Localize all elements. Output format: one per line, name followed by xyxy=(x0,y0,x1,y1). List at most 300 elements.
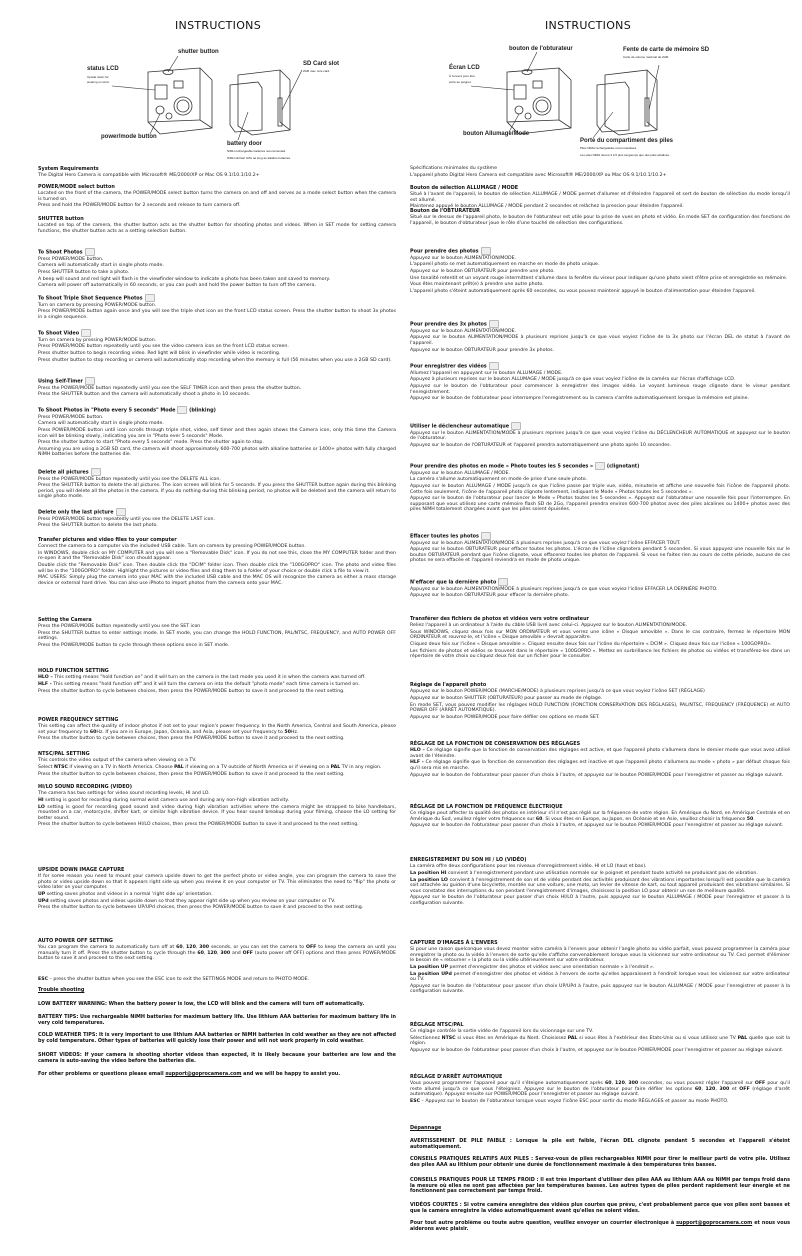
troubleshooting-item xyxy=(38,1053,396,1066)
text-run: Appuyez sur le bouton ALIMENTATION/MODE. xyxy=(410,328,517,334)
text-run: Press shutter button to begin recording video. Red light will blink in viewfinder while video is recording. xyxy=(38,351,281,357)
text-run: Double click the "Removable Disk" icon. Then double click the "DCIM" folder icon. Then double click the "100GOPRO" icon. The photo and video files will be in the "100GOPRO" folder. Highlight the pictures or video files and drag them to a folder of your choice or double click a file to view it. xyxy=(38,563,396,574)
label-status-lcd-sub-2: porté au poignet. xyxy=(449,80,472,84)
text-run: , xyxy=(182,945,187,951)
bold-term: La position UP xyxy=(410,964,449,970)
section-heading xyxy=(38,217,396,223)
text-run: Press the shutter button to cycle between HI/LO choices, then press the POWER/MODE button to save it and proceed to the next setting. xyxy=(38,822,359,828)
text-run: MAC USERS: Simply plug the camera into your MAC with the included USB cable and the MAC OS will recognize the camera as either a mass storage device or external hard drive. You can also use iPhoto to import photos from the camera onto your MAC. xyxy=(38,575,396,586)
text-run: to keep the camera on until you manually turn it off. Press the shutter button to cycle through the xyxy=(38,945,396,956)
section-heading xyxy=(410,742,790,748)
text-run: Appuyez sur le bouton de l'obturateur pour passer d'un choix à l'autre, et appuyez sur le bouton POWER/MODE pour l'enregistrer et passer au réglage suivant. xyxy=(410,823,784,829)
paragraph xyxy=(410,773,790,779)
bold-term: HLO – xyxy=(38,675,53,681)
bold-term: 120 xyxy=(615,1081,625,1087)
paragraph xyxy=(38,631,396,642)
camera-icon xyxy=(595,462,605,470)
text-run: Turn on camera by pressing POWER/MODE button. xyxy=(38,337,157,343)
instruction-section xyxy=(38,406,396,459)
text-run: if viewing on a TV in North America. Choose xyxy=(67,764,175,770)
label-status-lcd-sub-2: wearing on wrist. xyxy=(87,80,110,84)
self-timer-icon xyxy=(511,422,521,430)
paragraph xyxy=(38,191,396,202)
paragraph xyxy=(38,257,396,263)
paragraph xyxy=(38,338,396,344)
paragraph xyxy=(410,1081,790,1098)
paragraph xyxy=(410,871,790,877)
text-run: Press the POWER/MODE button repeatedly until you see the SET icon xyxy=(38,624,201,630)
paragraph xyxy=(38,772,396,778)
bold-term: 120 xyxy=(705,1086,716,1092)
instruction-section xyxy=(410,617,790,661)
text-run: Turn on camera by pressing POWER/MODE button. xyxy=(38,302,157,308)
text-run: setting is good for recording good sound and video during high vibration activities where the camera might be strapped to bike handlebars, mounted on a car, motorcycle, shifter kart, or similar high vibration device. If you hear sound breakup during your filming, choose the LO setting for better sound. xyxy=(38,804,396,821)
bold-term: NTSC xyxy=(53,764,68,770)
text-run: Press SHUTTER button to take a photo. xyxy=(38,270,130,276)
section-heading xyxy=(410,362,790,370)
text-run: Appuyez sur le bouton POWER/MODE (MARCHE/MODE) à plusieurs reprises jusqu'à ce que vous voyiez l'icône SET (RÉGLAGE) xyxy=(410,689,705,695)
instruction-section xyxy=(38,939,396,963)
section-heading-text: Transférer des fichiers de photos et vidéos vers votre ordinateur xyxy=(410,616,589,622)
paragraph xyxy=(410,703,790,714)
section-heading-text: N'effacer que la dernière photo xyxy=(410,579,497,586)
text-run: Press the SHUTTER button to delete the all pictures. The icon screen will blink for 5 seconds. If you press the SHUTTER button again during this blinking period, you will delete all the photos in the camera. If you do nothing during this blinking period, no photos will be deleted and the camera will return to single photo mode. xyxy=(38,483,396,500)
text-run: – Appuyez sur le bouton de l'obturateur lorsque vous voyez l'icône ESC pour sortir du mode RÉGLAGES et passer au mode PHOTO. xyxy=(420,1098,729,1104)
english-instructions-column xyxy=(38,0,396,1256)
section-heading xyxy=(38,939,396,945)
section-heading xyxy=(410,532,790,540)
text-run: Appuyez sur le bouton ALIMENTATION/MODE à plusieurs reprises jusqu'à ce que vous voyiez l'icône du DÉCLENCHEUR AUTOMATIQUE et appuyez sur le bouton de l'obturateur. xyxy=(410,430,790,442)
section-heading xyxy=(410,858,790,864)
bold-term: 50 xyxy=(284,729,291,735)
paragraph xyxy=(38,905,396,911)
instruction-section xyxy=(38,868,396,912)
instruction-section xyxy=(38,377,396,399)
camera-icon xyxy=(481,247,491,255)
text-run: Press POWER/MODE button repeatedly until you see the video camera icon on the front LCD status screen. xyxy=(38,344,289,350)
paragraph xyxy=(38,483,396,500)
bold-term: HLF - xyxy=(38,681,52,687)
text-run: setting saves photos and videos in a normal 'right side up' orientation. xyxy=(45,891,213,897)
delete-all-icon xyxy=(91,468,101,476)
instruction-section xyxy=(38,508,396,530)
text-run: Located on top of the camera, the shutter button acts as the shutter button for shooting photos and videos. When in SET mode for setting camera functions, the shutter button acts as a setting selection button. xyxy=(38,223,396,234)
text-run: Appuyez sur le bouton ALLUMAGE / MODE. xyxy=(410,470,510,476)
bold-term: PAL xyxy=(174,764,184,770)
paragraph xyxy=(410,748,790,759)
paragraph xyxy=(410,541,790,547)
section-heading-suffix: (blinking) xyxy=(187,407,216,414)
section-heading xyxy=(38,406,396,414)
section-heading-text: To Shoot Photos in "Photo every 5 seconds" Mode xyxy=(38,407,176,414)
text-run: Cliquez deux fois sur l'icône « Disque amovible ». Cliquez ensuite deux fois sur l'icône du répertoire « DCIM ». Cliquez deux fois sur l'icône « 100GOPRO». xyxy=(410,642,772,648)
bold-term: 50 xyxy=(746,816,754,822)
page-title-french: INSTRUCTIONS xyxy=(545,19,631,32)
paragraph xyxy=(38,358,396,364)
text-run: Appuyez sur le bouton de l'OBTURATEUR et l'appareil prendra automatiquement une photo après 10 secondes. xyxy=(410,442,672,448)
text-run: The Digital Hero Camera is compatible with Microsoft® ME/2000/XP or Mac OS 9.1/10.1/10.2+ xyxy=(38,173,260,179)
instruction-section xyxy=(410,166,790,179)
paragraph xyxy=(410,335,790,346)
paragraph xyxy=(38,765,396,771)
bold-term: OFF xyxy=(754,1081,766,1087)
text-run: Appuyez sur le bouton de l'obturateur pour passer d'un choix HI/LO à l'autre, puis appuyez sur le bouton ALLUMAGE / MODE pour l'enregistrer et passer à la configuration suivante. xyxy=(410,895,790,906)
paragraph xyxy=(38,344,396,350)
text-run: si vous êtes à l'extérieur des Etats-Unis ou si vous utilisez une TV xyxy=(577,1035,738,1041)
paragraph xyxy=(38,689,396,695)
paragraph xyxy=(38,173,396,179)
paragraph xyxy=(38,874,396,891)
paragraph xyxy=(410,593,790,599)
bold-term: PAL xyxy=(737,1035,748,1041)
paragraph xyxy=(38,798,396,804)
bold-term: 60 xyxy=(176,945,183,951)
text-run: setting saves photos and videos upside down so that they appear right side up when you review on your computer or TV. xyxy=(48,898,336,904)
text-run: Press shutter button to stop recording or camera will automatically stop recording when the memory is full (56 minutes when you use a 2GB SD card). xyxy=(38,357,392,363)
label-status-lcd-sub-1: À l'envers pour être xyxy=(449,74,475,78)
paragraph xyxy=(410,1036,790,1047)
text-run: This setting can affect the quality of indoor photos if not set to your region's power frequency. In the North America, Central and South America, please set your frequency to xyxy=(38,724,396,735)
instruction-section xyxy=(38,752,396,778)
section-heading-text: NTSC/PAL SETTING xyxy=(38,751,90,757)
troubleshooting-item xyxy=(410,1221,790,1234)
label-sd-card-slot-sub: Carte de volume maximal de 2GB. xyxy=(623,55,669,59)
text-run: Appuyez sur le bouton ALIMENTATION/MODE à plusieurs reprises jusqu'à ce que vous voyiez l'icône EFFACER TOUT. xyxy=(410,540,681,546)
text-run: Press the shutter button to cycle between choices, then press the POWER/MODE button to save it and proceed to the next setting. xyxy=(38,688,345,694)
instruction-section xyxy=(410,683,790,721)
text-run: seconds, or you can set the camera to xyxy=(209,945,306,951)
label-sd-card-slot: SD Card slot xyxy=(303,61,340,67)
troubleshooting-item xyxy=(38,1015,396,1028)
text-run: Appuyez sur le bouton ALIMENTATION/MODE à plusieurs reprises jusqu'à ce que vous voyiez l'icône de la 3x photo sur l'écran DEL de statut à l'avant de l'appareil. xyxy=(410,335,790,346)
paragraph xyxy=(38,203,396,209)
text-run: La caméra offre deux configurations pour les niveaux d'enregistrement vidéo. HI et LO (haut et bas). xyxy=(410,864,647,870)
paragraph xyxy=(410,396,790,402)
bold-term: OFF xyxy=(306,945,317,951)
section-heading xyxy=(410,578,790,586)
troubleshooting-item xyxy=(38,1072,396,1079)
text-run: Ce réglage signifie que la fonction de conservation des réglages est active, et que l'appareil photo s'allumera dans le dernier mode que vous avez utilisé avant de l'éteindre. xyxy=(410,748,790,759)
bold-term: 60 xyxy=(535,816,543,822)
bold-term: UP xyxy=(38,891,46,897)
paragraph xyxy=(410,760,790,771)
delete-all-icon xyxy=(481,532,491,540)
instruction-section xyxy=(410,462,790,514)
paragraph xyxy=(410,471,790,477)
video-camera-icon xyxy=(81,329,91,337)
troubleshooting-section xyxy=(38,988,396,994)
label-battery-door-sub-1: Piles NiMH rechargeables recommandées. xyxy=(580,146,638,150)
text-run: Ce réglage peut affecter la qualité des photos en intérieur s'il n'est pas réglé sur la fréquence de votre région. En Amérique du Nord, en Amérique Centrale et en Amérique du Sud, veuillez régler votre fréquence sur xyxy=(410,811,790,822)
paragraph xyxy=(38,351,396,357)
text-run: A beep will sound and red light will flash in the viewfinder window to indicate a photo has been taken and saved to memory. xyxy=(38,276,331,282)
section-heading-text: ENREGISTREMENT DU SON HI / LO (VIDÉO) xyxy=(410,857,527,863)
paragraph xyxy=(410,823,790,829)
text-run: (auto power off OFF) options and then press POWER/MODE button to save it and proceed to the next setting. xyxy=(38,950,396,962)
text-run: For other problems or questions please email xyxy=(38,1071,166,1077)
paragraph xyxy=(38,724,396,735)
support-email-link[interactable]: support@goprocamera.com xyxy=(676,1220,753,1226)
paragraph xyxy=(38,736,396,742)
text-run: Appuyez sur le bouton ALLUMAGE / MODE jusqu'à ce que l'icône passe par triple vue, vidéo, minuterie et affiche une nouvelle fois l'icône de l'appareil photo. Cette fois seulement, l'icône de l'appareil photo clignote lentement, indiquant le Mode « Photos toutes les 5 secondes ». xyxy=(410,484,790,495)
paragraph xyxy=(410,215,790,226)
instruction-section xyxy=(38,294,396,322)
section-heading-text: Pour prendre des photos en mode « Photo toutes les 5 secondes » xyxy=(410,463,594,470)
text-run: BATTERY TIPS: Use rechargeable NiMH batteries for maximum battery life. Use lithium AAA batteries for maximum battery life in very cold temperatures. xyxy=(38,1014,396,1026)
section-heading-text: POWER/MODE select button xyxy=(38,184,115,190)
section-heading-text: RÉGLAGE NTSC/PAL xyxy=(410,1022,464,1028)
troubleshooting-text xyxy=(410,1178,790,1195)
text-run: et nous vous aiderons avec plaisir. xyxy=(410,1220,790,1232)
text-run: La caméra s'allume automatiquement en mode de prise d'une seule photo. xyxy=(410,477,587,483)
text-run: Une tonalité retentit et un voyant rouge intermittent s'allume dans la fenêtre du viseur pour indiquer qu'une photo vient d'être prise et enregistrée en mémoire. xyxy=(410,275,788,281)
text-run: Press the SHUTTER button and the camera will automatically shoot a photo in 10 seconds. xyxy=(38,392,251,398)
paragraph xyxy=(38,805,396,822)
section-heading xyxy=(38,618,396,624)
instruction-section xyxy=(410,247,790,296)
text-run: , xyxy=(611,1081,616,1087)
instruction-section xyxy=(410,532,790,565)
text-run: Press POWER/MODE button until icon scrolls through triple shot, video, self timer and then again shows the Camera icon, only this time the Camera icon will be blinking slowly, indicating you are in "Photo ever 5 seconds" Mode. xyxy=(38,428,396,439)
paragraph xyxy=(410,496,790,513)
label-status-lcd: status LCD xyxy=(87,66,119,72)
bold-term: 120 xyxy=(207,950,217,956)
text-run: LOW BATTERY WARNING: When the battery power is low, the LCD will blink and the camera will turn off automatically. xyxy=(38,1001,365,1007)
label-sd-card-slot-sub: 2GB max. size card. xyxy=(303,69,331,73)
paragraph xyxy=(410,689,790,695)
paragraph xyxy=(38,643,396,649)
bold-term: LO xyxy=(38,804,45,810)
paragraph xyxy=(410,256,790,262)
paragraph xyxy=(38,447,396,458)
troubleshooting-heading: Trouble shooting xyxy=(38,987,85,993)
text-run: Pour tout autre problème ou toute autre question, veuillez envoyer un courrier électronique à xyxy=(410,1220,677,1226)
section-heading xyxy=(410,1023,790,1029)
instruction-section xyxy=(38,248,396,290)
paragraph xyxy=(38,309,396,320)
paragraph xyxy=(410,649,790,660)
section-heading xyxy=(38,785,396,791)
text-run: CONSEILS PRATIQUES RELATIFS AUX PILES : Servez-vous de piles rechargeables NiMH pour tirer le meilleur parti de votre pile. Utilisez des piles AAA au lithium pour obtenir une durée de fonctionnement maximale à des températures très basses. xyxy=(410,1156,790,1168)
label-power-mode-button: power/mode button xyxy=(101,134,157,140)
paragraph xyxy=(410,715,790,721)
paragraph xyxy=(410,329,790,335)
text-run: AVERTISSEMENT DE PILE FAIBLE : Lorsque la pile est faible, l'écran DEL clignote pendant 5 secondes et l'appareil s'éteint automatiquement. xyxy=(410,1138,790,1150)
paragraph xyxy=(410,276,790,282)
bold-term: 120 xyxy=(186,945,196,951)
text-run: Press the shutter button to start "Photo every 5 seconds" mode. Press the shutter again to stop. xyxy=(38,440,264,446)
bold-term: OFF xyxy=(242,950,253,956)
text-run: , xyxy=(701,1086,706,1092)
troubleshooting-item xyxy=(410,1203,790,1216)
label-status-lcd: Écran LCD xyxy=(449,65,480,71)
section-heading-text: CAPTURE D'IMAGES À L'ENVERS xyxy=(410,940,498,946)
text-run: This setting means "hold function off" and it will turn the camera on into the default "photo mode" each time camera is turned on. xyxy=(51,681,360,687)
bold-term: 300 xyxy=(220,950,231,956)
text-run: – press the shutter button when you see the ESC icon to exit the SETTINGS MODE and return to PHOTO MODE. xyxy=(48,977,310,982)
text-run: En mode SET, vous pouvez modifier les réglages HOLD FUNCTION (FONCTION CONSERVATION DES RÉGLAGES), PAL/NTSC, FREQUENCY (FRÉQUENCE) et AUTO POWER OFF (ARRÊT AUTOMATIQUE). xyxy=(410,702,790,714)
paragraph xyxy=(410,484,790,495)
section-heading xyxy=(410,422,790,430)
label-shutter-button: bouton de l'obturateur xyxy=(509,46,573,52)
bold-term: PAL xyxy=(330,764,341,770)
paragraph xyxy=(410,1048,790,1054)
text-run: Appuyez sur le bouton OBTURATEUR pour prendre une photo. xyxy=(410,269,555,275)
label-sd-card-slot: Fente de carte de mémoire SD xyxy=(623,47,710,53)
label-battery-door: Porte du compartiment des piles xyxy=(580,138,674,144)
paragraph xyxy=(38,270,396,276)
text-run: Located on the front of the camera, the POWER/MODE select button turns the camera on and off and serves as a mode select button when the camera is turned on. xyxy=(38,191,396,202)
paragraph xyxy=(410,642,790,648)
paragraph xyxy=(410,173,790,179)
text-run: Sous WINDOWS, cliquez deux fois sur MON ORDINATEUR et vous verrez une icône « Disque amovible ». Dans le cas contraire, fermez le répertoire MON ORDINATEUR et rouvrez-le, et l'icône « Disque amovible » devrait apparaître. xyxy=(410,629,790,641)
instruction-section xyxy=(410,805,790,830)
text-run: Hz. If you are in Europe, Japan, Oceania, and Asia, please set your frequency to xyxy=(96,729,285,735)
paragraph xyxy=(410,947,790,964)
french-instructions-column xyxy=(410,0,790,1256)
text-run: The camera has two settings for video sound recording levels, HI and LO. xyxy=(38,791,210,797)
text-run: Si pour une raison quelconque vous devez monter votre caméra à l'envers pour obtenir l'angle photo ou vidéo parfait, vous pouvez programmer la caméra pour enregistrer la photo ou la vidéo à l'envers de sorte qu'elle s'affiche convenablement lorsque vous la visionnez sur votre ordinateur ou TV. Ceci permet d'éliminer le besoin de « retourner » la photo ou la vidéo ultérieurement sur votre ordinateur. xyxy=(410,947,790,964)
section-heading-text: SHUTTER button xyxy=(38,216,84,222)
text-run: L'appareil photo Digital Hero Camera est compatible avec Microsoft® ME/2000/XP ou Mac OS 9.1/10.1/10.2+ xyxy=(410,172,667,178)
video-camera-icon xyxy=(489,362,499,370)
section-heading-text: Using Self-Timer xyxy=(38,378,83,385)
paragraph xyxy=(410,630,790,641)
instruction-section xyxy=(410,941,790,996)
label-power-mode-button: bouton Allumage/Mode xyxy=(463,131,530,137)
text-run: Press POWER/MODE button again once and you will see the triple shot icon on the front LCD status screen. Press the shutter button to shoot 3x photos in a single sequence. xyxy=(38,309,396,320)
troubleshooting-text xyxy=(38,1072,396,1078)
troubleshooting-text xyxy=(38,1015,396,1026)
section-heading-text: Réglage de l'appareil photo xyxy=(410,682,487,688)
self-timer-icon xyxy=(85,377,95,385)
text-run: Appuyez sur le bouton SHUTTER (OBTURATEUR) pour passer au mode de réglage. xyxy=(410,695,603,701)
section-heading-text: Bouton de sélection ALLUMAGE / MODE xyxy=(410,185,519,191)
instruction-section xyxy=(410,422,790,450)
section-heading-text: To Shoot Photos xyxy=(38,249,83,256)
section-heading-text: Effacer toutes les photos xyxy=(410,533,479,540)
section-heading xyxy=(410,683,790,689)
section-heading-text: RÉGLAGE DE LA FONCTION DE CONSERVATION DES RÉGLAGES xyxy=(410,741,581,747)
support-email-link[interactable]: support@goprocamera.com xyxy=(165,1071,242,1077)
paragraph xyxy=(38,392,396,398)
text-run: Appuyez sur le bouton OBTURATEUR pour prendre 3x photos. xyxy=(410,347,555,353)
text-run: L'appareil photo se met automatiquement en marche en mode de photo unique. xyxy=(410,262,600,268)
text-run: convient à l'enregistrement de son et de vidéo pendant des activités produisant des vibrations importantes lorsqu'il est possible que la caméra soit attachée au guidon d'une bicyclette, montée sur une voiture, une moto, un levier de vitesse de kart, ou tout appareil produisant des vibrations similaires. Si vous constatez des interruptions du son pendant l'enregistrement d'images, choisissez la position LO pour obtenir un son de meilleure qualité. xyxy=(410,877,790,894)
paragraph xyxy=(410,282,790,288)
text-run: si vous êtes en Amérique du Nord. Choisissez xyxy=(455,1035,568,1041)
bold-term: PAL xyxy=(567,1035,578,1041)
instruction-section xyxy=(38,167,396,180)
label-battery-door-sub-2: Les piles NiMH durent 4 à 5 plus longtemps que des piles alcalines. xyxy=(580,153,670,157)
text-run: Appuyez sur le bouton OBTURATEUR pour effacer la dernière photo. xyxy=(410,593,570,599)
instruction-section xyxy=(410,742,790,779)
section-heading-text: Utiliser le déclencheur automatique xyxy=(410,423,510,430)
instruction-section xyxy=(410,858,790,907)
text-run: Camera will automatically start in single photo mode. xyxy=(38,421,164,427)
bold-term: La position HI xyxy=(410,870,447,876)
troubleshooting-text xyxy=(410,1203,790,1214)
text-run: Press the POWER/MODE button repeatedly until you see the DELETE ALL icon. xyxy=(38,476,221,482)
text-run: Press the SHUTTER button to enter settings mode. In SET mode, you can change the HOLD FUNCTION, PAL/NTSC, FREQUENCY, and AUTO POWER OFF settings. xyxy=(38,630,396,642)
text-run: Press the POWER/MODE button to cycle through these options once in SET mode. xyxy=(38,643,230,649)
paragraph xyxy=(38,477,396,483)
paragraph xyxy=(410,289,790,295)
instruction-section xyxy=(38,669,396,695)
text-run: In WINDOWS, double click on MY COMPUTER and you will see a "Removable Disk" icon. If you do not see this, close the MY COMPUTER folder and then re-open it and the "Removable Disk" icon should appear. xyxy=(38,550,396,562)
paragraph xyxy=(38,523,396,529)
paragraph xyxy=(38,892,396,898)
section-heading xyxy=(38,294,396,302)
text-run: Situé à l'avant de l'appareil, le bouton de sélection ALLUMAGE / MODE permet d'allumer et d'éteindre l'appareil et sert de bouton de sélection du mode lorsqu'il est allumé. xyxy=(410,192,790,203)
text-run: Press and hold the POWER/MODE button for 2 seconds and release to turn camera off. xyxy=(38,203,241,209)
text-run: CONSEILS PRATIQUES POUR LE TEMPS FROID : Il est très important d'utiliser des piles AAA au lithium AAA ou NiMH par temps froid dans la mesure où elles ne sont pas affectées par les températures basses. Les autres types de piles perdent rapidement leur énergie et ne fonctionnent pas correctement par temps froid. xyxy=(410,1177,790,1195)
instruction-section xyxy=(38,217,396,235)
troubleshooting-text xyxy=(38,1033,396,1044)
text-run: Press POWER/MODE button. xyxy=(38,256,104,262)
triple-shot-icon xyxy=(145,294,155,302)
paragraph xyxy=(38,421,396,427)
text-run: Appuyez à plusieurs reprises sur le bouton ALLUMAGE / MODE jusqu'à ce que vous voyiez l'icône de la caméra sur l'écran d'affichage LCD. xyxy=(410,377,736,383)
text-run: . Si vous êtes en Europe, au Japon, en Océanie et en Asie, veuillez choisir la fréquence xyxy=(542,816,747,822)
instruction-section xyxy=(38,977,396,984)
text-run: COLD WEATHER TIPS: It is very important to use lithium AAA batteries or NiMH batteries in cold weather as they are not affected by cold temperature. Other types of batteries will quickly lose their power and will not work properly in cold weather. xyxy=(38,1032,396,1044)
text-run: , xyxy=(624,1081,629,1087)
text-run: If for some reason you need to mount your camera upside down to get the perfect photo or video angle, you can program the camera to save the photo or video upside down so that it appears right side up when you review it on your computer or TV. This eliminates the need to "flip" the photo or video later on your computer. xyxy=(38,874,396,891)
paragraph xyxy=(410,811,790,822)
section-heading-text: HOLD FUNCTION SETTING xyxy=(38,668,109,674)
paragraph xyxy=(38,223,396,234)
instruction-section xyxy=(38,468,396,501)
bold-term: 300 xyxy=(628,1081,639,1087)
text-run: , xyxy=(203,950,208,956)
troubleshooting-text xyxy=(410,1139,790,1150)
instruction-section xyxy=(410,1023,790,1055)
text-run: Hz. xyxy=(290,729,299,735)
text-run: Press the SHUTTER button to delete the last photo. xyxy=(38,523,158,529)
text-run: Vous êtes maintenant prêt(e) à prendre une autre photo. xyxy=(410,282,544,288)
section-heading xyxy=(38,185,396,191)
text-run: Press the shutter button to cycle between choices, then press the POWER/MODE button to save it and proceed to the next setting. xyxy=(38,771,345,777)
triple-shot-icon xyxy=(489,320,499,328)
text-run: Press the shutter button to cycle between UP/UPd choices, then press the POWER/MODE button to save it and proceed to the next setting. xyxy=(38,905,364,911)
section-heading xyxy=(410,1075,790,1081)
text-run: convient à l'enregistrement pendant une utilisation normale sur le poignet et pendant toute activité ne produisant pas de vibration. xyxy=(446,870,758,876)
text-run: Press the POWER/MODE button repeatedly until you see the SELF TIMER icon and then press the shutter button. xyxy=(38,385,302,391)
paragraph xyxy=(410,431,790,442)
section-heading xyxy=(410,209,790,215)
section-heading xyxy=(38,669,396,675)
instruction-section xyxy=(38,329,396,364)
text-run: VIDÉOS COURTES : Si votre caméra enregistre des vidéos plus courtes que prévu, c'est probablement parce que vos piles sont basses et que la caméra enregistre la vidéo automatiquement avant qu'elles ne soient vides. xyxy=(410,1202,790,1214)
text-run: Press POWER/MODE button repeatedly until you see the DELETE LAST icon. xyxy=(38,516,216,522)
bold-term: 300 xyxy=(719,1086,730,1092)
camera-icon xyxy=(85,248,95,256)
troubleshooting-item xyxy=(410,1157,790,1170)
paragraph xyxy=(410,864,790,870)
paragraph xyxy=(410,262,790,268)
section-heading xyxy=(38,538,396,544)
text-run: Reliez l'appareil à un ordinateur à l'aide du câble USB livré avec celui-ci. Appuyez sur le bouton ALIMENTATION/MODE. xyxy=(410,623,688,629)
text-run: Allumez l'appareil en appuyant sur le bouton ALLUMAGE / MODE. xyxy=(410,370,563,376)
paragraph xyxy=(38,415,396,421)
paragraph xyxy=(38,263,396,269)
paragraph xyxy=(410,623,790,629)
text-run: You can program the camera to automatically turn off at xyxy=(38,945,177,951)
text-run: Les fichiers de photos et vidéos se trouvent dans le répertoire « 100GOPRO ». Mettez en surbrillance les fichiers de photos ou vidéos et transférez-les dans un répertoire de votre choix ou cliquez deux fois sur un fichier pour le consulter. xyxy=(410,648,790,660)
paragraph xyxy=(410,965,790,971)
section-heading xyxy=(410,247,790,255)
